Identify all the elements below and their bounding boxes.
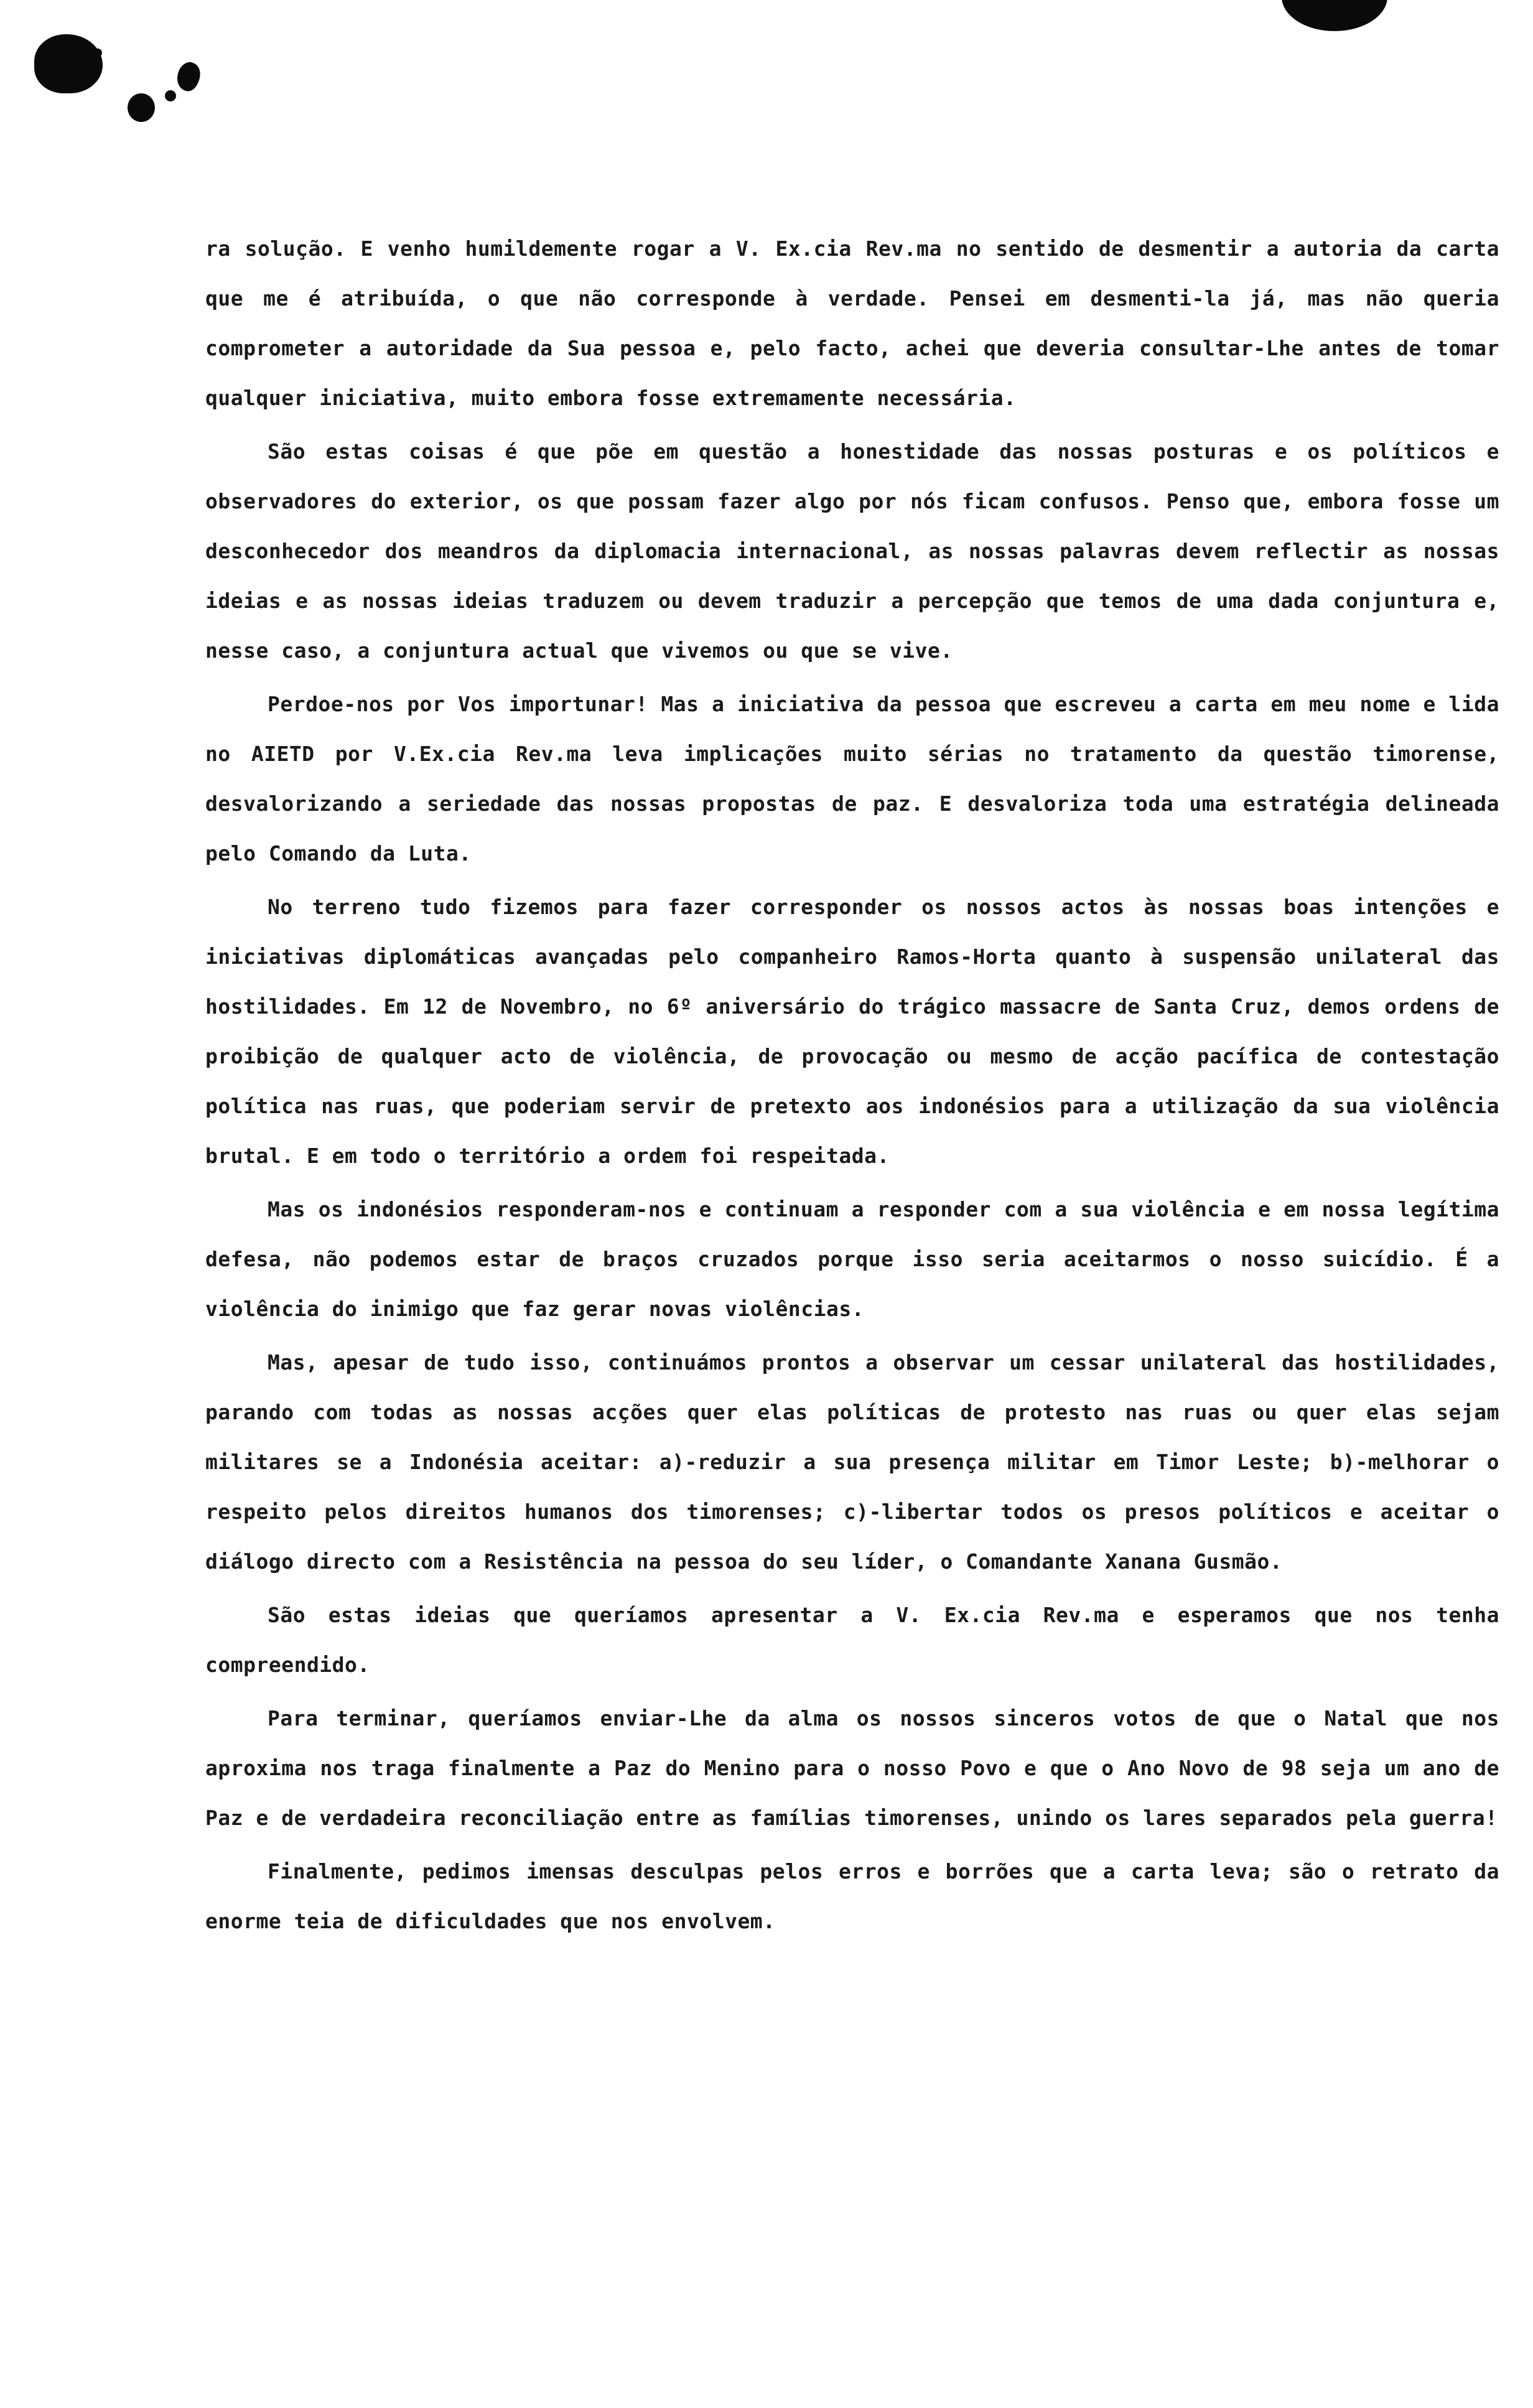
paragraph-solution: ra solução. E venho humildemente rogar a V. Ex.cia Rev.ma no sentido de desmentir a autoria da carta que me é atribuída, o que não corresponde à verdade. Pensei em desmenti-la já, mas não queria comprometer a autoridade da Sua pessoa e, pelo facto, achei que deveria consultar-Lhe antes de tomar qualquer iniciativa, muito embora fosse extremamente necessária. bbox=[205, 236, 1499, 410]
paragraph-violence: Mas os indonésios responderam-nos e continuam a responder com a sua violência e em nossa legítima defesa, não podemos estar de braços cruzados porque isso seria aceitarmos o nosso suicídio. É a violência do inimigo que faz gerar novas violências. bbox=[205, 1197, 1499, 1321]
paragraph-ceasefire: Mas, apesar de tudo isso, continuámos prontos a observar um cessar unilateral das hostilidades, parando com todas as nossas acções quer elas políticas de protesto nas ruas ou quer elas sejam militares se a Indonésia aceitar: a)-reduzir a sua presença militar em Timor Leste; b)-melhorar o respeito pelos direitos humanos dos timorenses; c)-libertar todos os presos políticos e aceitar o diálogo directo com a Resistência na pessoa do seu líder, o Comandante Xanana Gusmão. bbox=[205, 1350, 1499, 1574]
ink-blot-small bbox=[128, 93, 155, 122]
ink-blot-top-right bbox=[1282, 0, 1387, 31]
paragraph-closing: Finalmente, pedimos imensas desculpas pelos erros e borrões que a carta leva; são o retrato da enorme teia de dificuldades que nos envolvem. bbox=[205, 1859, 1499, 1933]
ink-blot-top-left bbox=[34, 34, 103, 93]
paragraph-apology: Perdoe-nos por Vos importunar! Mas a iniciativa da pessoa que escreveu a carta em meu nome e lida no AIETD por V.Ex.cia Rev.ma leva implicações muito sérias no tratamento da questão timorense, desvalorizando a seriedade das nossas propostas de paz. E desvaloriza toda uma estratégia delineada pelo Comando da Luta. bbox=[205, 692, 1499, 866]
ink-speck bbox=[93, 49, 102, 57]
paragraph-ideas: São estas ideias que queríamos apresentar a V. Ex.cia Rev.ma e esperamos que nos tenha compreendido. bbox=[205, 1603, 1499, 1677]
ink-speck bbox=[165, 90, 176, 101]
paragraph-postures: São estas coisas é que põe em questão a honestidade das nossas posturas e os políticos e observadores do exterior, os que possam fazer algo por nós ficam confusos. Penso que, embora fosse um desconhecedor dos meandros da diplomacia internacional, as nossas palavras devem reflectir as nossas ideias e as nossas ideias traduzem ou devem traduzir a percepção que temos de uma dada conjuntura e, nesse caso, a conjuntura actual que vivemos ou que se vive. bbox=[205, 439, 1499, 663]
ink-blot-small bbox=[172, 59, 205, 95]
paragraph-christmas-wishes: Para terminar, queríamos enviar-Lhe da alma os nossos sinceros votos de que o Natal que nos aproxima nos traga finalmente a Paz do Menino para o nosso Povo e que o Ano Novo de 98 seja um ano de Paz e de verdadeira reconciliação entre as famílias timorenses, unindo os lares separados pela guerra! bbox=[205, 1706, 1499, 1830]
letter-body bbox=[205, 224, 1499, 1950]
paragraph-ground-actions: No terreno tudo fizemos para fazer corresponder os nossos actos às nossas boas intenções e iniciativas diplomáticas avançadas pelo companheiro Ramos-Horta quanto à suspensão unilateral das hostilidades. Em 12 de Novembro, no 6º aniversário do trágico massacre de Santa Cruz, demos ordens de proibição de qualquer acto de violência, de provocação ou mesmo de acção pacífica de contestação política nas ruas, que poderiam servir de pretexto aos indonésios para a utilização da sua violência brutal. E em todo o território a ordem foi respeitada. bbox=[205, 895, 1499, 1168]
